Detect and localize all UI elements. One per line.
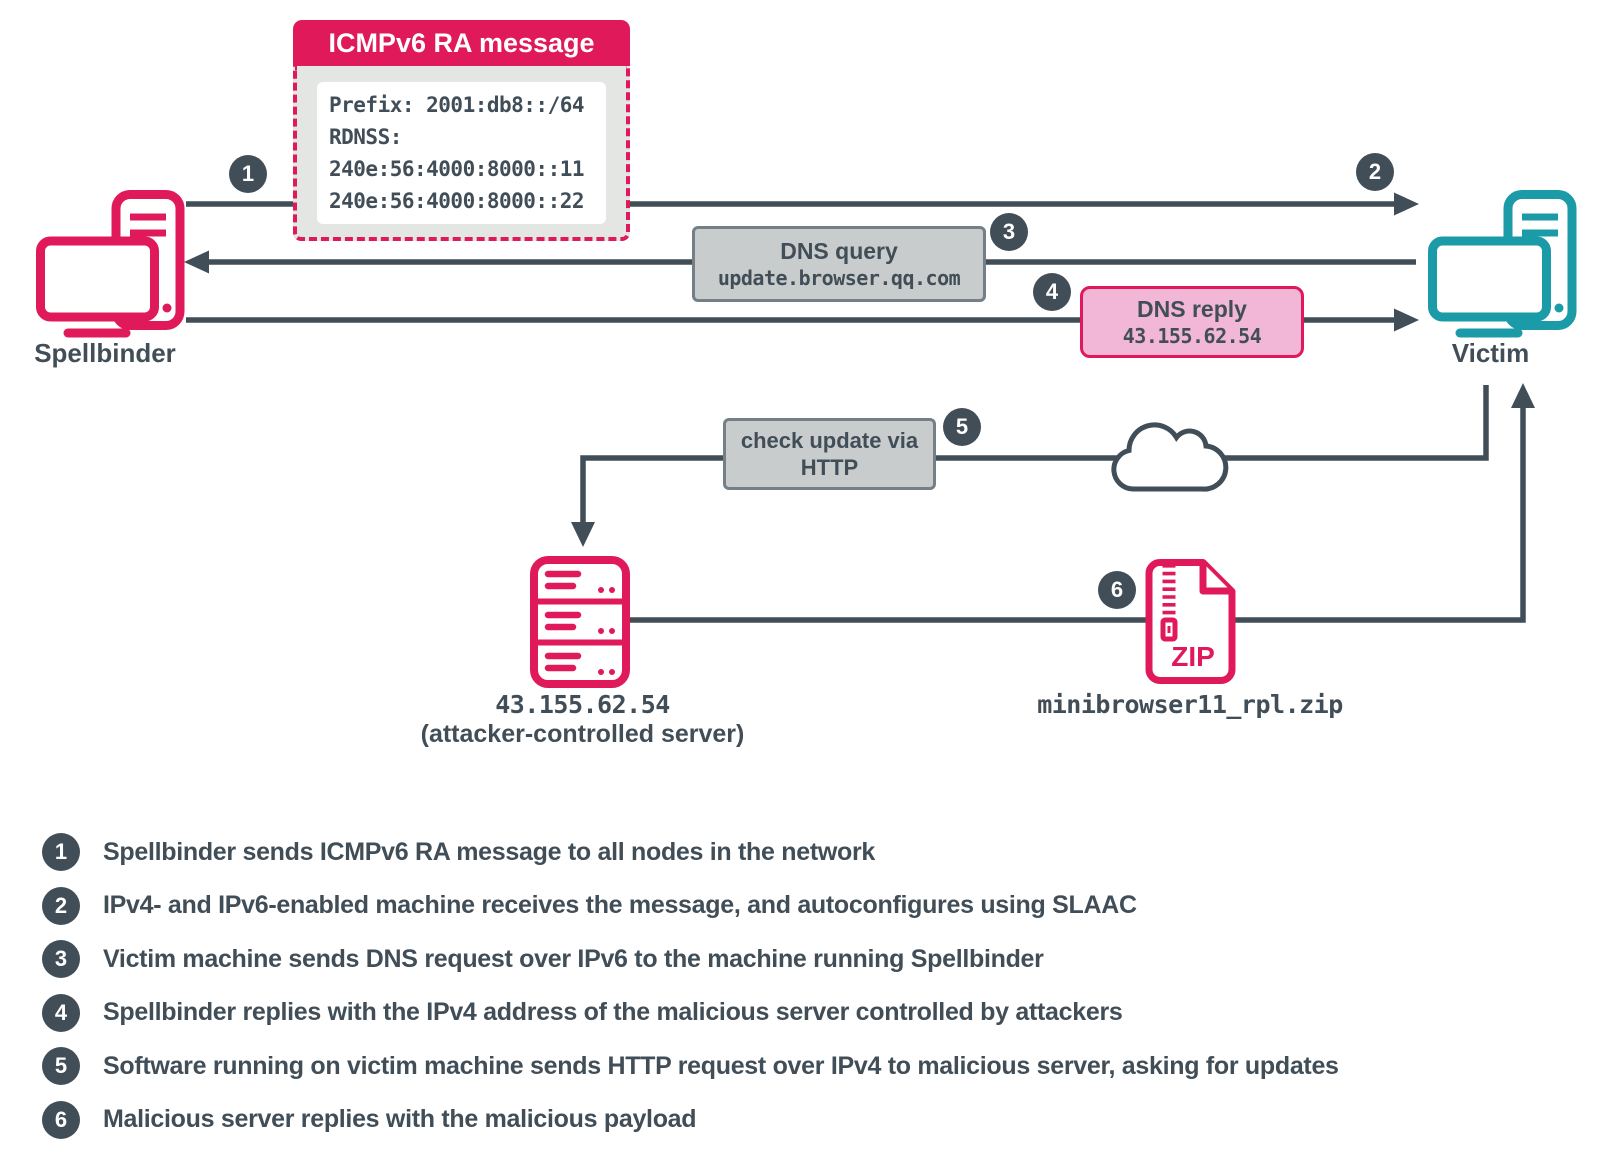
zip-badge-text: ZIP [1171, 641, 1215, 672]
ra-dns1-line: 240e:56:4000:8000::11 [329, 157, 585, 181]
dns-query-domain: update.browser.qq.com [717, 265, 961, 290]
check-update-line2: HTTP [800, 455, 859, 480]
icmpv6-box-title: ICMPv6 RA message [293, 20, 630, 66]
legend-badge-2: 2 [42, 887, 80, 925]
zip-file-icon [1143, 558, 1237, 685]
legend [42, 833, 1339, 1139]
step-marker-3: 3 [990, 213, 1028, 251]
server-icon [530, 556, 630, 688]
ra-dns2-line: 240e:56:4000:8000::22 [329, 189, 585, 213]
server-caption: (attacker-controlled server) [420, 720, 745, 748]
legend-badge-1: 1 [42, 833, 80, 871]
legend-badge-3: 3 [42, 940, 80, 978]
arrow-check-update-line [583, 385, 1486, 523]
dns-reply-ip: 43.155.62.54 [1122, 323, 1262, 348]
legend-text-1: Spellbinder sends ICMPv6 RA message to all nodes in the network [103, 837, 876, 866]
server-ip-label: 43.155.62.54 [495, 690, 670, 719]
icmpv6-box-body [293, 66, 630, 241]
step-marker-5: 5 [943, 408, 981, 446]
ra-prefix-line: Prefix: 2001:db8::/64 [329, 93, 585, 117]
icmpv6-box-content [317, 82, 606, 224]
legend-text-2: IPv4- and IPv6-enabled machine receives the message, and autoconfigures using SLAAC [103, 891, 1137, 919]
spellbinder-computer-icon [36, 190, 186, 338]
legend-item-4 [42, 994, 1339, 1032]
victim-computer-icon [1428, 190, 1578, 338]
step-marker-6: 6 [1098, 571, 1136, 609]
zip-filename-label: minibrowser11_rpl.zip [1037, 690, 1343, 719]
check-update-line1: check update via [740, 428, 919, 453]
arrowhead-right-top [1394, 193, 1419, 216]
legend-badge-5: 5 [42, 1047, 80, 1085]
legend-item-1 [42, 833, 1339, 871]
dns-reply-box [1080, 286, 1304, 358]
step-marker-1: 1 [229, 155, 267, 193]
cloud-icon [1114, 425, 1226, 489]
legend-text-5: Software running on victim machine sends HTTP request over IPv4 to malicious server, asking for updates [103, 1051, 1339, 1080]
dns-query-title: DNS query [780, 237, 898, 264]
dns-reply-title: DNS reply [1137, 295, 1247, 322]
dns-query-box [692, 226, 986, 302]
legend-item-6 [42, 1101, 1339, 1139]
ra-rdnss-line: RDNSS: [329, 125, 402, 149]
arrowhead-down-server [571, 522, 595, 547]
legend-text-4: Spellbinder replies with the IPv4 address of the malicious server controlled by attackers [103, 998, 1123, 1026]
arrowhead-up-victim [1511, 383, 1535, 408]
legend-text-6: Malicious server replies with the malicious payload [103, 1105, 697, 1133]
icmpv6-ra-message-box [293, 20, 630, 241]
arrowhead-left-middle [184, 251, 209, 274]
legend-item-3 [42, 940, 1339, 978]
legend-item-5 [42, 1047, 1339, 1085]
legend-badge-6: 6 [42, 1101, 80, 1139]
spellbinder-label: Spellbinder [34, 338, 176, 368]
check-update-box [723, 418, 936, 490]
legend-text-3: Victim machine sends DNS request over IPv6 to the machine running Spellbinder [103, 944, 1044, 973]
victim-label: Victim [1451, 338, 1530, 368]
step-marker-4: 4 [1033, 273, 1071, 311]
legend-badge-4: 4 [42, 994, 80, 1032]
legend-item-2 [42, 887, 1339, 925]
arrowhead-right-bottom [1394, 309, 1419, 332]
step-marker-2: 2 [1356, 153, 1394, 191]
